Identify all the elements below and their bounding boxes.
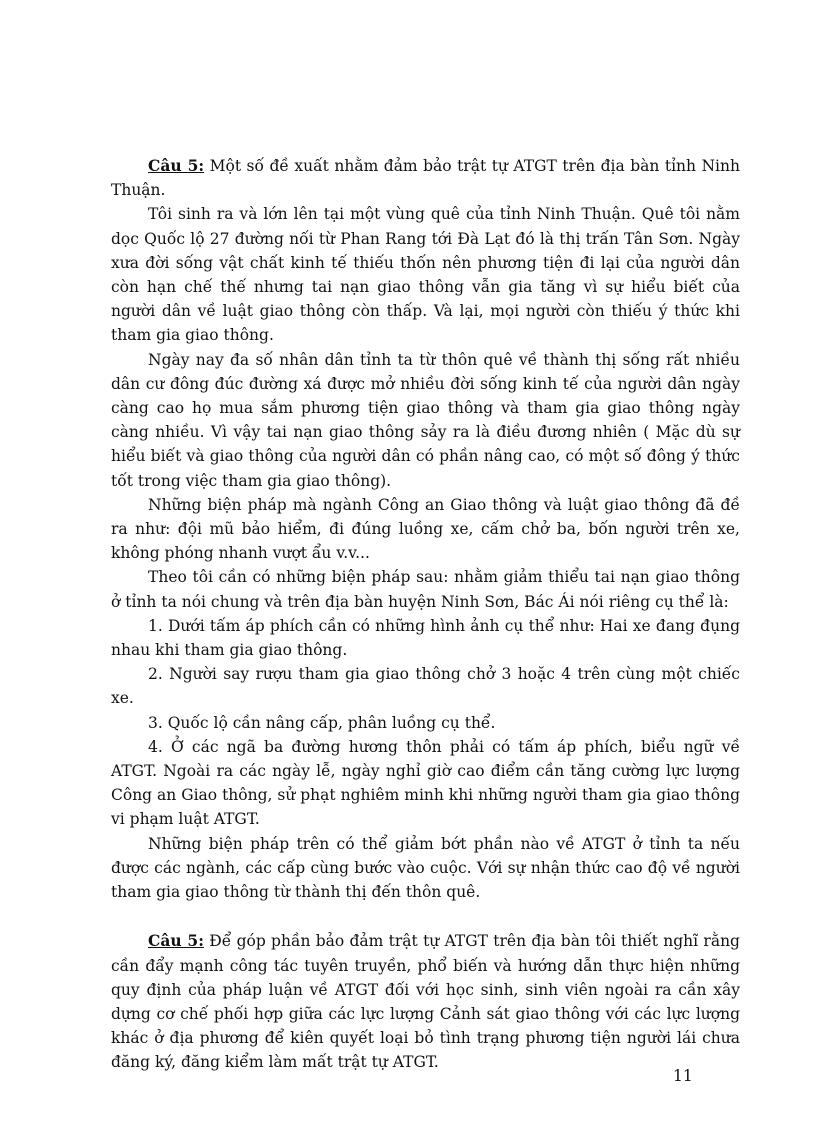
section1-label: Câu 5: [148,156,205,175]
section1-paragraph: Những biện pháp mà ngành Công an Giao thông và luật giao thông đã đề ra như: đội mũ bảo hiểm, đi đúng luồng xe, cấm chở ba, bốn người trên xe, không phóng nhanh vượt ẩu v.v... [111,495,740,563]
section1-heading [111,154,740,202]
section1-paragraph: Theo tôi cần có những biện pháp sau: nhằm giảm thiểu tai nạn giao thông ở tỉnh ta nói chung và trên địa bàn huyện Ninh Sơn, Bác Ái nói riêng cụ thể là: [111,568,740,611]
section1-paragraph: Tôi sinh ra và lớn lên tại một vùng quê của tỉnh Ninh Thuận. Quê tôi nằm dọc Quốc lộ 27 đường nối từ Phan Rang tới Đà Lạt đó là thị trấn Tân Sơn. Ngày xưa đời sống vật chất kinh tế thiếu thốn nên phương tiện đi lại của người dân còn hạn chế thế nhưng tai nạn giao thông vẫn gia tăng vì sự hiểu biết của người dân về luật giao thông còn thấp. Và lại, mọi người còn thiếu ý thức khi tham gia giao thông. [111,205,740,345]
section1-closing: Những biện pháp trên có thể giảm bớt phần nào về ATGT ở tỉnh ta nếu được các ngành, các cấp cùng bước vào cuộc. Với sự nhận thức cao độ về người tham gia giao thông từ thành thị đến thôn quê. [111,834,740,902]
section1-paragraph: Ngày nay đa số nhân dân tỉnh ta từ thôn quê về thành thị sống rất nhiều dân cư đông đúc đường xá được mở nhiều đời sống kinh tế của người dân ngày càng cao họ mua sắm phương tiện giao thông và tham gia giao thông ngày càng nhiều. Vì vậy tai nạn giao thông sảy ra là điều đương nhiên ( Mặc dù sự hiểu biết và giao thông của người dân có phần nâng cao, có một số đông ý thức tốt trong việc tham gia giao thông). [111,350,740,490]
section2-label: Câu 5: [148,931,204,951]
section2-paragraph [111,929,740,1074]
list-item: 4. Ở các ngã ba đường hương thôn phải có tấm áp phích, biểu ngữ về ATGT. Ngoài ra các ngày lễ, ngày nghỉ giờ cao điểm cần tăng cường lực lượng Công an Giao thông, sử phạt nghiêm minh khi những người tham gia giao thông vi phạm luật ATGT. [111,737,740,829]
section1-title-text: Một số đề xuất nhằm đảm bảo trật tự ATGT trên địa bàn tỉnh Ninh Thuận. [111,157,740,200]
section2-text: Để góp phần bảo đảm trật tự ATGT trên địa bàn tôi thiết nghĩ rằng cần đẩy mạnh công tác tuyên truyền, phổ biến và hướng dẫn thực hiện những quy định của pháp luận về ATGT đối với học sinh, sinh viên ngoài ra cần xây dựng cơ chế phối hợp giữa các lực lượng Cảnh sát giao thông với các lực lượng khác ở địa phương để kiên quyết loại bỏ tình trạng phương tiện người lái chưa đăng ký, đăng kiểm làm mất trật tự ATGT. [111,932,740,1072]
section-spacer [111,904,740,929]
list-item: 3. Quốc lộ cần nâng cấp, phân luồng cụ thể. [148,713,496,732]
list-item: 1. Dưới tấm áp phích cần có những hình ảnh cụ thể như: Hai xe đang đụng nhau khi tham gia giao thông. [111,616,740,660]
list-item: 2. Người say rượu tham gia giao thông chở 3 hoặc 4 trên cùng một chiếc xe. [111,665,740,708]
page-number: 11 [673,1067,693,1085]
document-body [111,154,740,1075]
